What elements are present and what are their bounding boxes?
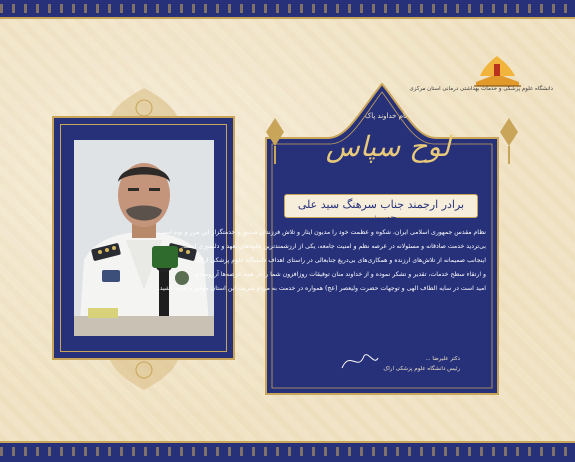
certificate-body — [157, 228, 486, 328]
recipient-name: برادر ارجمند جناب سرهنگ سید علی حسینی — [297, 198, 465, 224]
body-line: اینجانب صمیمانه از تلاش‌های ارزنده و همکاری‌های بی‌دریغ جنابعالی در راستای اهداف دانشگاه علوم پزشکی اراک — [196, 257, 486, 264]
body-line: بی‌تردید خدمت صادقانه و مسئولانه در عرصه نظم و امنیت جامعه، یکی از ارزشمندترین جلوه‌های تعهد و دلسوزی است. — [181, 243, 486, 250]
body-line: و ارتقاء سطح خدمات، تقدیر و تشکر نموده و از خداوند منان توفیقات روزافزون شما را در همه عرصه‌ها آرزومندم. — [193, 271, 486, 278]
body-line: نظام مقدس جمهوری اسلامی ایران، شکوه و عظمت خود را مدیون ایثار و تلاش فرزندان صدیق و خدمتگزار این مرز و بوم است. — [157, 229, 486, 236]
left-ornament — [266, 118, 284, 164]
bottom-medallion-ornament — [108, 358, 180, 392]
university-name: دانشگاه علوم پزشکی و خدمات بهداشتی درمانی استان مرکزی — [409, 86, 553, 92]
recipient-banner — [284, 194, 478, 224]
invocation-text: به نام خداوند پاک — [364, 112, 416, 120]
signature-name: دکتر علیرضا ... — [425, 356, 460, 362]
top-medallion-ornament — [108, 86, 180, 120]
right-ornament — [500, 118, 518, 164]
certificate-title: لوح سپاس — [325, 130, 451, 163]
top-border-band — [0, 0, 575, 19]
body-line: امید است در سایه الطاف الهی و توجهات حضرت ولیعصر (عج) همواره در خدمت به مردم شریف این استان موفق و مؤید باشید. — [157, 285, 486, 292]
officer-photo — [74, 140, 214, 336]
signature-role: رئیس دانشگاه علوم پزشکی اراک — [383, 366, 460, 372]
photo-frame — [52, 116, 235, 360]
university-logo — [470, 52, 525, 90]
bottom-border-band — [0, 441, 575, 462]
